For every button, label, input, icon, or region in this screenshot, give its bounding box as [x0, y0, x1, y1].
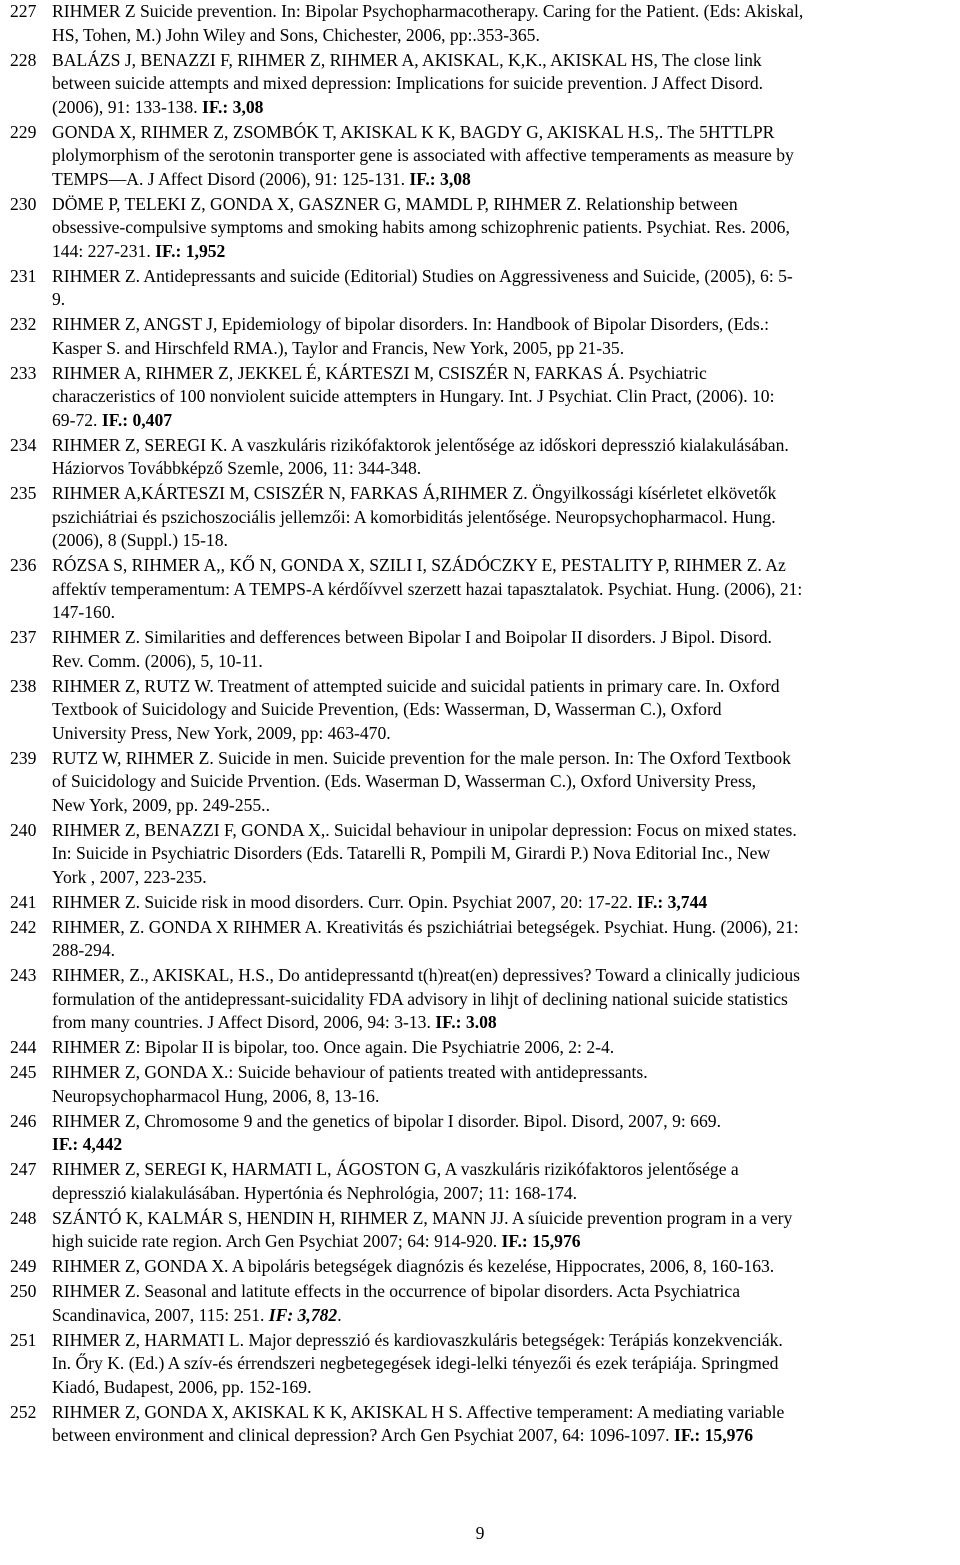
- reference-number: 239: [10, 747, 37, 768]
- reference-entry: [10, 265, 960, 312]
- reference-entry: [10, 747, 960, 818]
- reference-number: 248: [10, 1207, 37, 1228]
- reference-number: 229: [10, 121, 37, 142]
- reference-number: 242: [10, 916, 37, 937]
- reference-number: 243: [10, 965, 37, 985]
- reference-list: [10, 0, 960, 1448]
- reference-number: 246: [10, 1110, 37, 1131]
- reference-entry: [10, 0, 960, 47]
- reference-entry: [10, 1329, 960, 1400]
- reference-entry: [10, 819, 960, 890]
- reference-entry: [10, 121, 960, 192]
- impact-factor: IF.: 3,08: [202, 96, 264, 117]
- reference-text: RIHMER Z, RUTZ W. Treatment of attempted suicide and suicidal patients in primary care. In. Oxford Textbook of Suicidology and Suicide Prevention, (Eds: Wasserman, D, Wasserman C.), Oxford University Press, New York, 2009, pp: 463-470.: [52, 675, 780, 743]
- reference-number: 251: [10, 1329, 37, 1350]
- reference-text: RIHMER Z, GONDA X. A bipoláris betegségek diagnózis és kezelése, Hippocrates, 2006, 8, 160-163.: [52, 1256, 775, 1276]
- impact-factor: IF.: 3,744: [636, 891, 708, 912]
- reference-text: RIHMER Z, GONDA X.: Suicide behaviour of patients treated with antidepressants. Neuropsychopharmacol Hung, 2006, 8, 13-16.: [52, 1062, 648, 1106]
- impact-factor: IF.: 15,976: [673, 1425, 754, 1445]
- reference-entry: [10, 1401, 960, 1448]
- reference-entry: [10, 1280, 960, 1327]
- reference-text: RIHMER Z, HARMATI L. Major depresszió és kardiovaszkuláris betegségek: Terápiás konzekvenciák. In. Őry K. (Ed.) A szív-és érrendszeri negbetegegések idegi-lelki tényezői és ezek terápiája. Springmed Kiadó, Budapest, 2006, pp. 152-169.: [52, 1329, 783, 1397]
- reference-text: RIHMER Z. Antidepressants and suicide (Editorial) Studies on Aggressiveness and Suicide, (2005), 6: 5- 9.: [52, 265, 793, 309]
- reference-entry: [10, 916, 960, 963]
- reference-number: 252: [10, 1401, 37, 1422]
- reference-entry: [10, 675, 960, 746]
- impact-factor: IF.: 0,407: [101, 409, 173, 430]
- reference-number: 237: [10, 627, 37, 647]
- reference-entry: [10, 1110, 960, 1157]
- impact-factor: IF.: 3,08: [409, 168, 471, 189]
- reference-text: RIHMER, Z., AKISKAL, H.S., Do antidepressantd t(h)reat(en) depressives? Toward a clinically judicious formulation of the antidepressant-suicidality FDA advisory in lihjt of declining national suicide statistics from many countries. J Affect Disord, 2006, 94: 3-13. IF.: 3.08: [52, 965, 800, 1032]
- reference-entry: [10, 1158, 960, 1205]
- reference-number: 245: [10, 1062, 37, 1082]
- reference-text: DÖME P, TELEKI Z, GONDA X, GASZNER G, MAMDL P, RIHMER Z. Relationship between obsessive-compulsive symptoms and smoking habits among schizophrenic patients. Psychiat. Res. 2006, 144: 227-231. IF.: 1,952: [52, 193, 790, 261]
- reference-text: RIHMER Z, SEREGI K, HARMATI L, ÁGOSTON G, A vaszkuláris rizikófaktoros jelentősége a depresszió kialakulásában. Hypertónia és Nephrológia, 2007; 11: 168-174.: [52, 1159, 739, 1203]
- reference-entry: [10, 193, 960, 264]
- reference-text: RIHMER Z, SEREGI K. A vaszkuláris rizikófaktorok jelentősége az időskori depresszió kialakulásában. Háziorvos Továbbképző Szemle, 2006, 11: 344-348.: [52, 434, 789, 478]
- reference-entry: [10, 482, 960, 553]
- reference-entry: [10, 1036, 960, 1060]
- reference-entry: [10, 1207, 960, 1254]
- reference-number: 230: [10, 193, 37, 214]
- impact-factor: IF.: 4,442: [52, 1134, 123, 1154]
- reference-entry: [10, 554, 960, 625]
- reference-text: RIHMER Z, Chromosome 9 and the genetics of bipolar I disorder. Bipol. Disord, 2007, 9: 669. IF.: 4,442: [52, 1110, 721, 1154]
- reference-text: RIHMER Z. Seasonal and latitute effects in the occurrence of bipolar disorders. Acta Psychiatrica Scandinavica, 2007, 115: 251. IF: 3,782.: [52, 1281, 741, 1325]
- reference-number: 238: [10, 675, 37, 696]
- reference-number: 232: [10, 314, 37, 334]
- impact-factor: IF.: 1,952: [155, 240, 226, 261]
- reference-entry: [10, 434, 960, 481]
- reference-text: RIHMER Z: Bipolar II is bipolar, too. Once again. Die Psychiatrie 2006, 2: 2-4.: [52, 1037, 615, 1057]
- reference-entry: [10, 1061, 960, 1108]
- reference-text: RUTZ W, RIHMER Z. Suicide in men. Suicide prevention for the male person. In: The Oxford Textbook of Suicidology and Suicide Prvention. (Eds. Waserman D, Wasserman C.), Oxford University Press, New York, 2009, pp. 249-255..: [52, 747, 791, 815]
- reference-number: 249: [10, 1256, 37, 1276]
- reference-number: 244: [10, 1037, 37, 1057]
- reference-entry: [10, 964, 960, 1035]
- reference-number: 233: [10, 362, 37, 383]
- page-number: 9: [475, 1523, 485, 1543]
- reference-text: RIHMER Z. Suicide risk in mood disorders. Curr. Opin. Psychiat 2007, 20: 17-22. IF.: 3,744: [52, 891, 708, 912]
- reference-text: RIHMER Z, BENAZZI F, GONDA X,. Suicidal behaviour in unipolar depression: Focus on mixed states. In: Suicide in Psychiatric Disorders (Eds. Tatarelli R, Pompili M, Girardi P.) Nova Editorial Inc., New York , 2007, 223-235.: [52, 819, 797, 887]
- reference-text: RIHMER Z. Similarities and defferences between Bipolar I and Boipolar II disorders. J Bipol. Disord. Rev. Comm. (2006), 5, 10-11.: [52, 627, 772, 671]
- reference-text: RIHMER Z, GONDA X, AKISKAL K K, AKISKAL H S. Affective temperament: A mediating variable between environment and clinical depression? Arch Gen Psychiat 2007, 64: 1096-1097. IF.: 15,976: [52, 1401, 785, 1445]
- reference-text: BALÁZS J, BENAZZI F, RIHMER Z, RIHMER A, AKISKAL, K,K., AKISKAL HS, The close link between suicide attempts and mixed depression: Implications for suicide prevention. J Affect Disord. (2006), 91: 133-138. IF.: 3,08: [52, 49, 764, 117]
- impact-factor: IF: 3,782: [268, 1304, 338, 1325]
- reference-text: SZÁNTÓ K, KALMÁR S, HENDIN H, RIHMER Z, MANN JJ. A síuicide prevention program in a very high suicide rate region. Arch Gen Psychiat 2007; 64: 914-920. IF.: 15,976: [52, 1207, 793, 1251]
- reference-number: 241: [10, 891, 37, 912]
- reference-entry: [10, 626, 960, 673]
- reference-entry: [10, 891, 960, 915]
- reference-entry: [10, 313, 960, 360]
- reference-number: 228: [10, 49, 37, 70]
- reference-text: RIHMER A, RIHMER Z, JEKKEL É, KÁRTESZI M, CSISZÉR N, FARKAS Á. Psychiatric characzeristics of 100 nonviolent suicide attempters in Hungary. Int. J Psychiat. Clin Pract, (2006). 10: 69-72. IF.: 0,407: [52, 362, 775, 430]
- reference-text: RIHMER Z Suicide prevention. In: Bipolar Psychopharmacotherapy. Caring for the Patient. (Eds: Akiskal, HS, Tohen, M.) John Wiley and Sons, Chichester, 2006, pp:.353-365.: [52, 1, 804, 45]
- reference-number: 240: [10, 819, 37, 840]
- reference-text: RIHMER, Z. GONDA X RIHMER A. Kreativitás és pszichiátriai betegségek. Psychiat. Hung. (2006), 21: 288-294.: [52, 916, 799, 960]
- impact-factor: IF.: 15,976: [501, 1231, 581, 1251]
- reference-number: 231: [10, 265, 37, 286]
- reference-text: RIHMER A,KÁRTESZI M, CSISZÉR N, FARKAS Á,RIHMER Z. Öngyilkossági kísérletet elkövetők pszichiátriai és pszichoszociális jellemzői: A komorbiditás jelentősége. Neuropsychopharmacol. Hung. (2006), 8 (Suppl.) 15-18.: [52, 483, 777, 550]
- reference-text: RÓZSA S, RIHMER A,, KŐ N, GONDA X, SZILI I, SZÁDÓCZKY E, PESTALITY P, RIHMER Z. Az affektív temperamentum: A TEMPS-A kérdőívvel szerzett hazai tapasztalatok. Psychiat. Hung. (2006), 21: 147-160.: [52, 555, 803, 622]
- reference-number: 234: [10, 434, 37, 455]
- reference-number: 227: [10, 1, 37, 21]
- impact-factor: IF.: 3.08: [435, 1012, 497, 1032]
- reference-text: GONDA X, RIHMER Z, ZSOMBÓK T, AKISKAL K K, BAGDY G, AKISKAL H.S,. The 5HTTLPR plolymorphism of the serotonin transporter gene is associated with affective temperaments as measure by TEMPS—A. J Affect Disord (2006), 91: 125-131. IF.: 3,08: [52, 121, 794, 189]
- reference-number: 236: [10, 555, 37, 575]
- reference-entry: [10, 362, 960, 433]
- reference-number: 247: [10, 1159, 37, 1179]
- reference-text: RIHMER Z, ANGST J, Epidemiology of bipolar disorders. In: Handbook of Bipolar Disorders, (Eds.: Kasper S. and Hirschfeld RMA.), Taylor and Francis, New York, 2005, pp 21-35.: [52, 314, 770, 358]
- reference-entry: [10, 1255, 960, 1279]
- reference-entry: [10, 49, 960, 120]
- reference-number: 235: [10, 483, 37, 503]
- reference-number: 250: [10, 1281, 37, 1301]
